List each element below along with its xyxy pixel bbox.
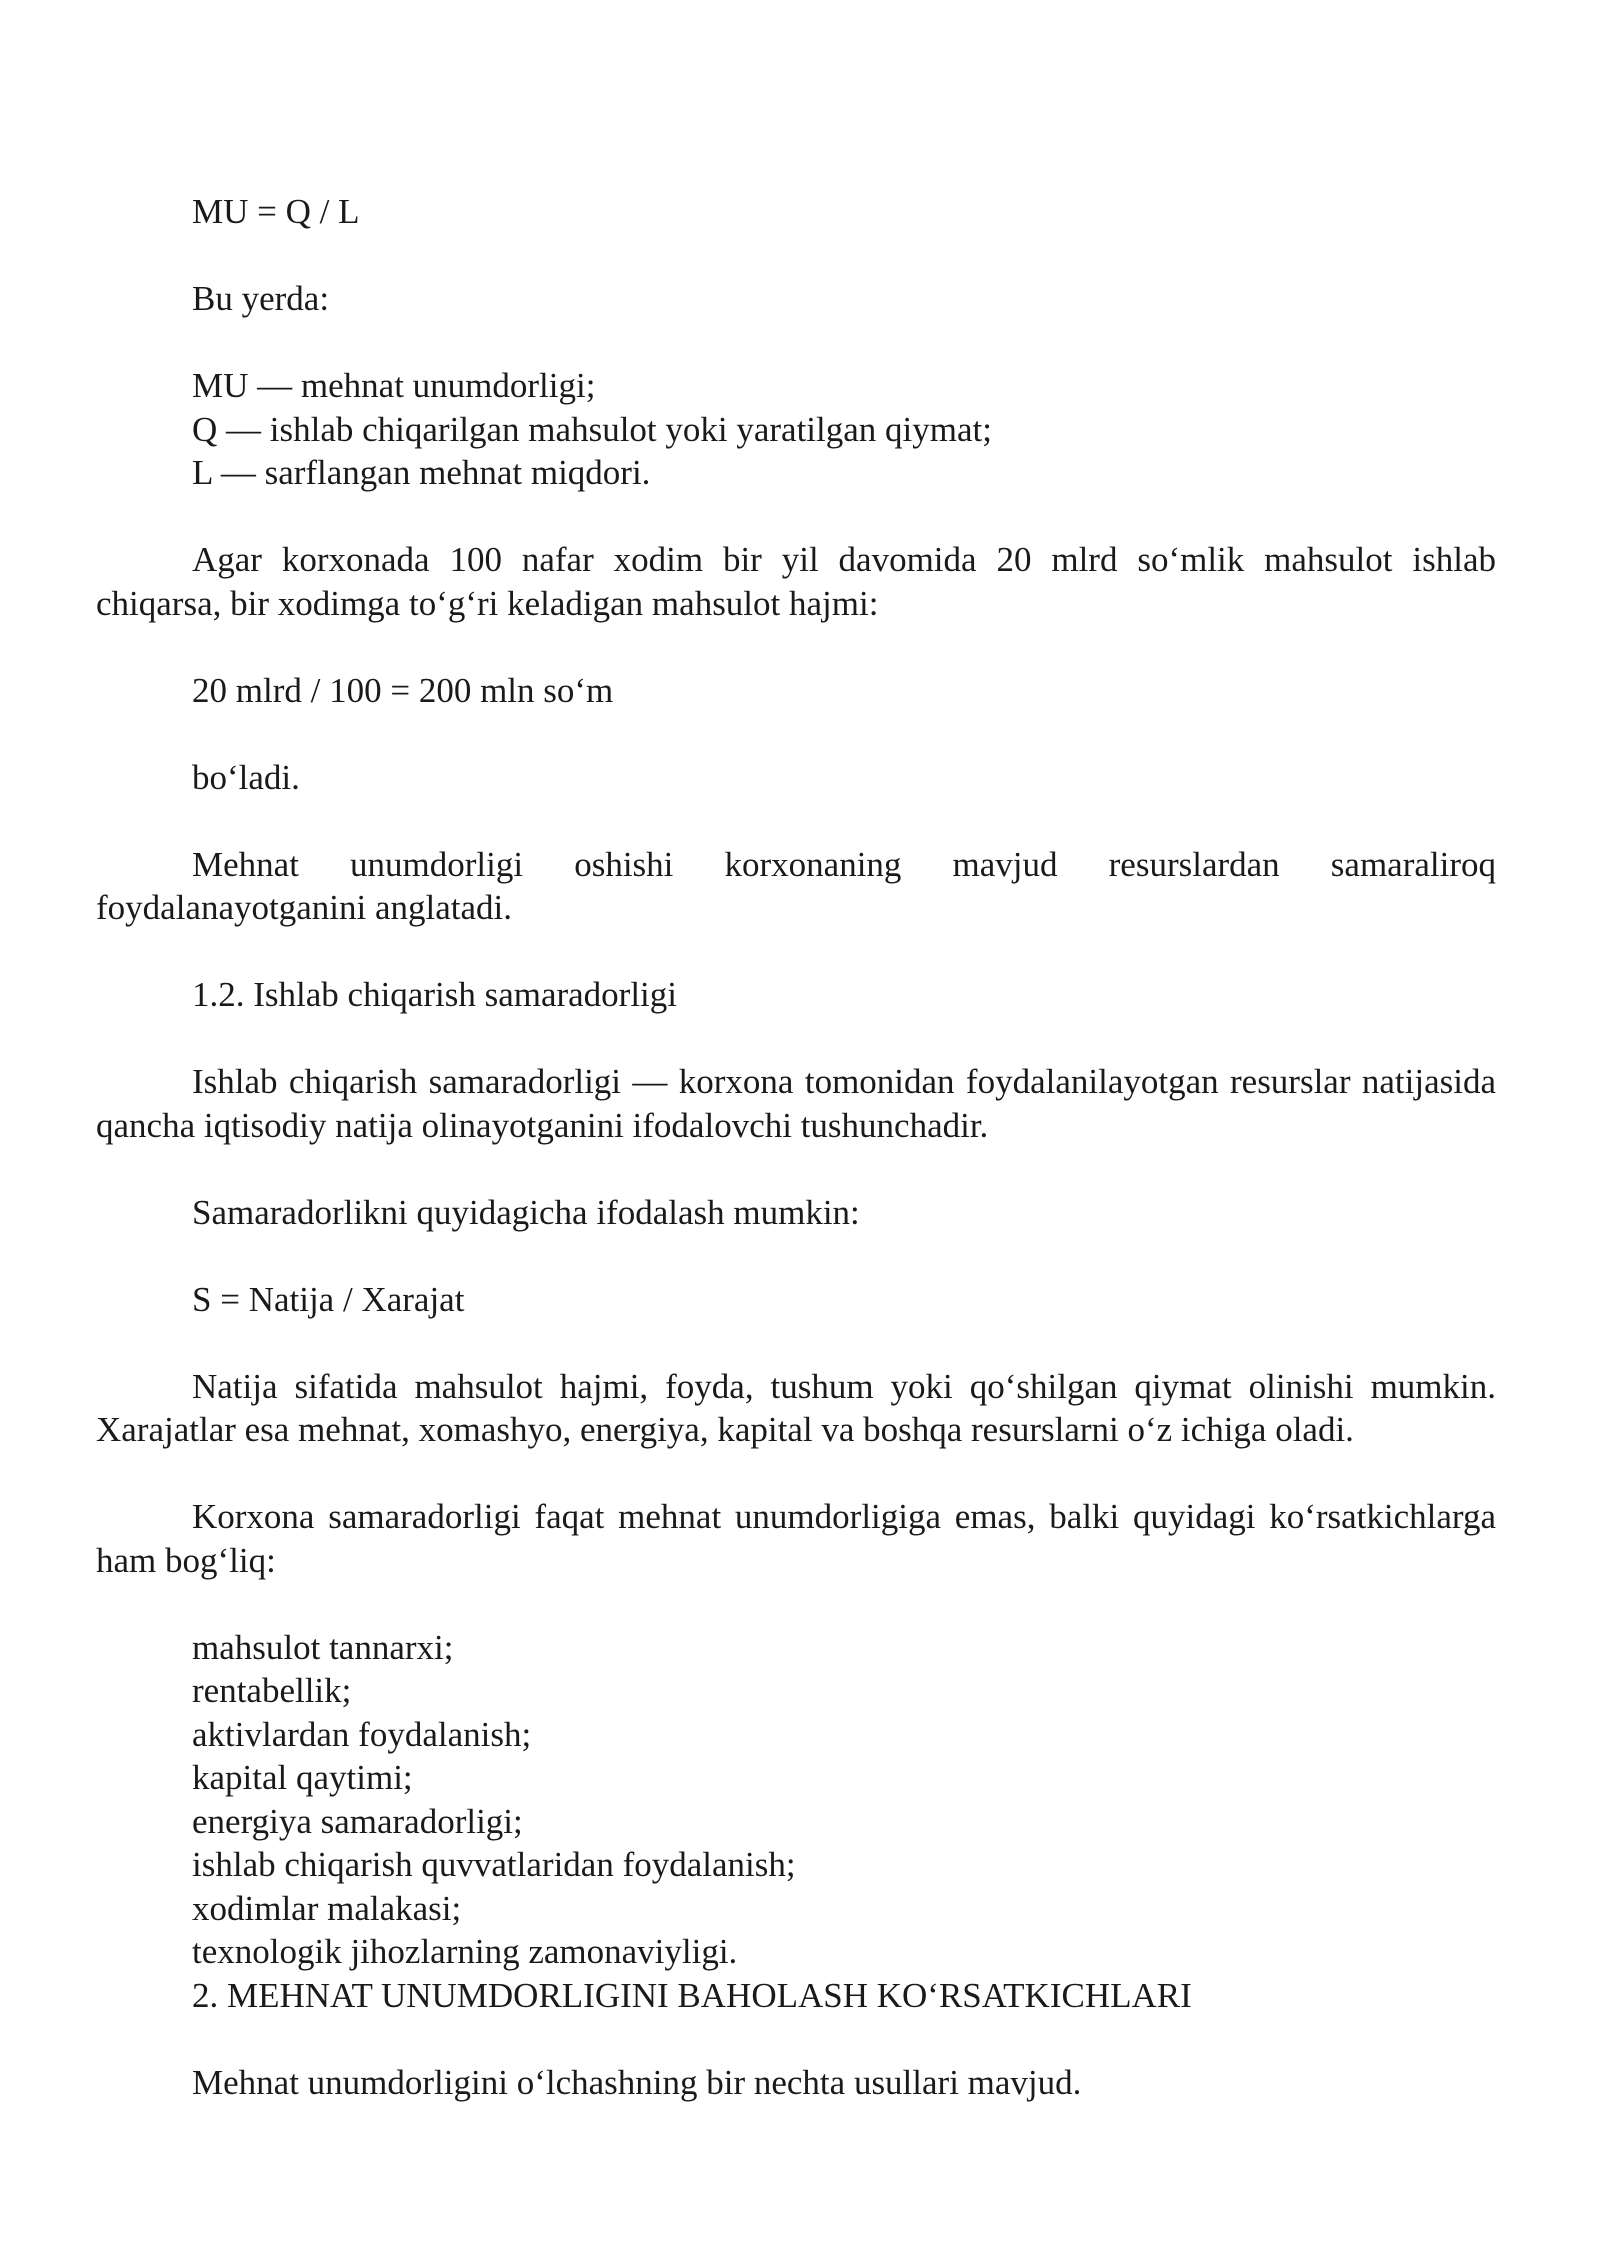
paragraph-express: Samaradorlikni quyidagicha ifodalash mumkin: — [192, 1192, 860, 1232]
paragraph-methods: Mehnat unumdorligini o‘lchashning bir nechta usullari mavjud. — [192, 2062, 1082, 2102]
spacer — [96, 1321, 1496, 1365]
section-heading-2: 2. MEHNAT UNUMDORLIGINI BAHOLASH KO‘RSATKICHLARI — [192, 1975, 1192, 2015]
spacer — [96, 930, 1496, 974]
indicator-item: kapital qaytimi; — [192, 1758, 413, 1797]
bu-yerda-label: Bu yerda: — [192, 279, 330, 318]
formula-mu: MU = Q / L — [192, 192, 360, 231]
spacer — [96, 321, 1496, 365]
indicator-item: xodimlar malakasi; — [192, 1888, 462, 1928]
paragraph-depends: Korxona samaradorligi faqat mehnat unumdorligiga emas, balki quyidagi ko‘rsatkichlarga ham bog‘liq: — [96, 1497, 1496, 1580]
indicators-list — [96, 1626, 1496, 1974]
spacer — [96, 712, 1496, 756]
definition-item: Q — ishlab chiqarilgan mahsulot yoki yaratilgan qiymat; — [192, 409, 992, 449]
spacer — [96, 2017, 1496, 2061]
indicator-item: ishlab chiqarish quvvatlaridan foydalanish; — [192, 1845, 796, 1884]
boladi-text: bo‘ladi. — [192, 757, 300, 797]
paragraph-example: Agar korxonada 100 nafar xodim bir yil davomida 20 mlrd so‘mlik mahsulot ishlab chiqarsa, bir xodimga to‘g‘ri keladigan mahsulot hajmi: — [96, 540, 1496, 623]
spacer — [96, 799, 1496, 843]
definition-item: MU — mehnat unumdorligi; — [192, 366, 596, 405]
spacer — [96, 625, 1496, 669]
calculation: 20 mlrd / 100 = 200 mln so‘m — [192, 670, 614, 710]
indicator-item: rentabellik; — [192, 1671, 352, 1710]
document-page — [96, 190, 1496, 2104]
spacer — [96, 1017, 1496, 1061]
formula-s: S = Natija / Xarajat — [192, 1279, 465, 1319]
paragraph-result: Natija sifatida mahsulot hajmi, foyda, tushum yoki qo‘shilgan qiymat olinishi mumkin. Xarajatlar esa mehnat, xomashyo, energiya, kapital va boshqa resurslarni o‘z ichiga oladi. — [96, 1366, 1496, 1449]
paragraph-definition: Ishlab chiqarish samaradorligi — korxona tomonidan foydalanilayotgan resurslar natijasida qancha iqtisodiy natija olinayotganini ifodalovchi tushunchadir. — [96, 1062, 1496, 1145]
spacer — [96, 1147, 1496, 1191]
spacer — [96, 1582, 1496, 1626]
indicator-item: aktivlardan foydalanish; — [192, 1714, 532, 1754]
paragraph-increase: Mehnat unumdorligi oshishi korxonaning mavjud resurslardan samaraliroq foydalanayotganini anglatadi. — [96, 844, 1496, 927]
definitions-list — [96, 364, 1496, 495]
section-heading-1-2: 1.2. Ishlab chiqarish samaradorligi — [192, 975, 678, 1014]
indicator-item: mahsulot tannarxi; — [192, 1627, 454, 1667]
spacer — [96, 495, 1496, 539]
indicator-item: texnologik jihozlarning zamonaviyligi. — [192, 1932, 738, 1971]
spacer — [96, 1234, 1496, 1278]
spacer — [96, 1452, 1496, 1496]
definition-item: L — sarflangan mehnat miqdori. — [192, 453, 651, 492]
spacer — [96, 234, 1496, 278]
indicator-item: energiya samaradorligi; — [192, 1801, 523, 1841]
